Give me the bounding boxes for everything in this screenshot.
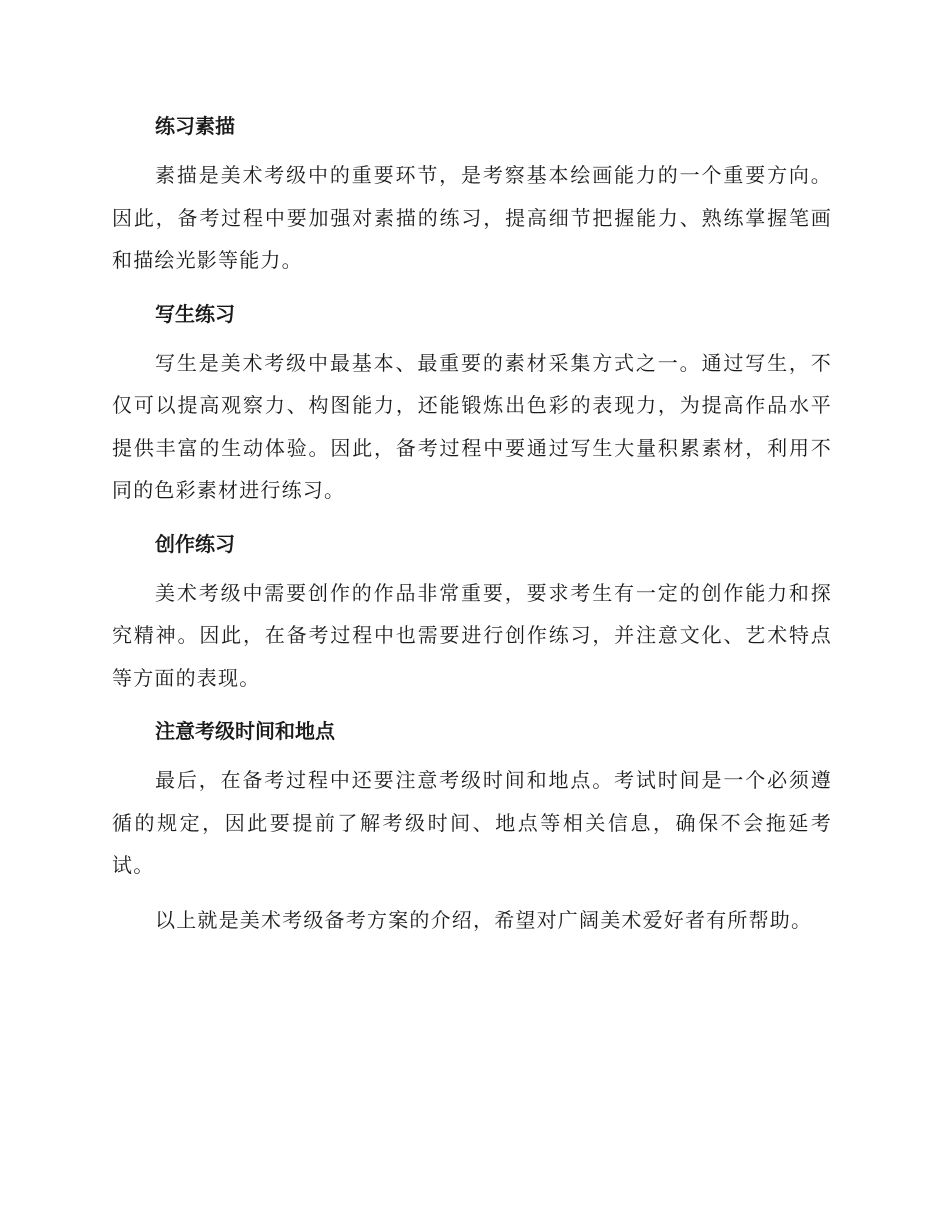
document-body [112, 106, 832, 941]
section-heading-life-drawing: 写生练习 [155, 301, 235, 326]
section-paragraph-creation: 美术考级中需要创作的作品非常重要，要求考生有一定的创作能力和探究精神。因此，在备考过程中也需要进行创作练习，并注意文化、艺术特点等方面的表现。 [112, 580, 832, 690]
section-paragraph-time-place: 最后，在备考过程中还要注意考级时间和地点。考试时间是一个必须遵循的规定，因此要提前了解考级时间、地点等相关信息，确保不会拖延考试。 [112, 768, 832, 877]
section-paragraph-sketch: 素描是美术考级中的重要环节，是考察基本绘画能力的一个重要方向。因此，备考过程中要加强对素描的练习，提高细节把握能力、熟练掌握笔画和描绘光影等能力。 [112, 163, 832, 272]
section-heading-sketch: 练习素描 [155, 114, 235, 138]
section-heading-creation: 创作练习 [155, 531, 235, 556]
section-heading-time-place: 注意考级时间和地点 [155, 719, 335, 743]
section-paragraph-life-drawing: 写生是美术考级中最基本、最重要的素材采集方式之一。通过写生，不仅可以提高观察力、构图能力，还能锻炼出色彩的表现力，为提高作品水平提供丰富的生动体验。因此，备考过程中要通过写生大量积累素材，利用不同的色彩素材进行练习。 [112, 350, 832, 502]
closing-paragraph: 以上就是美术考级备考方案的介绍，希望对广阔美术爱好者有所帮助。 [155, 907, 813, 932]
